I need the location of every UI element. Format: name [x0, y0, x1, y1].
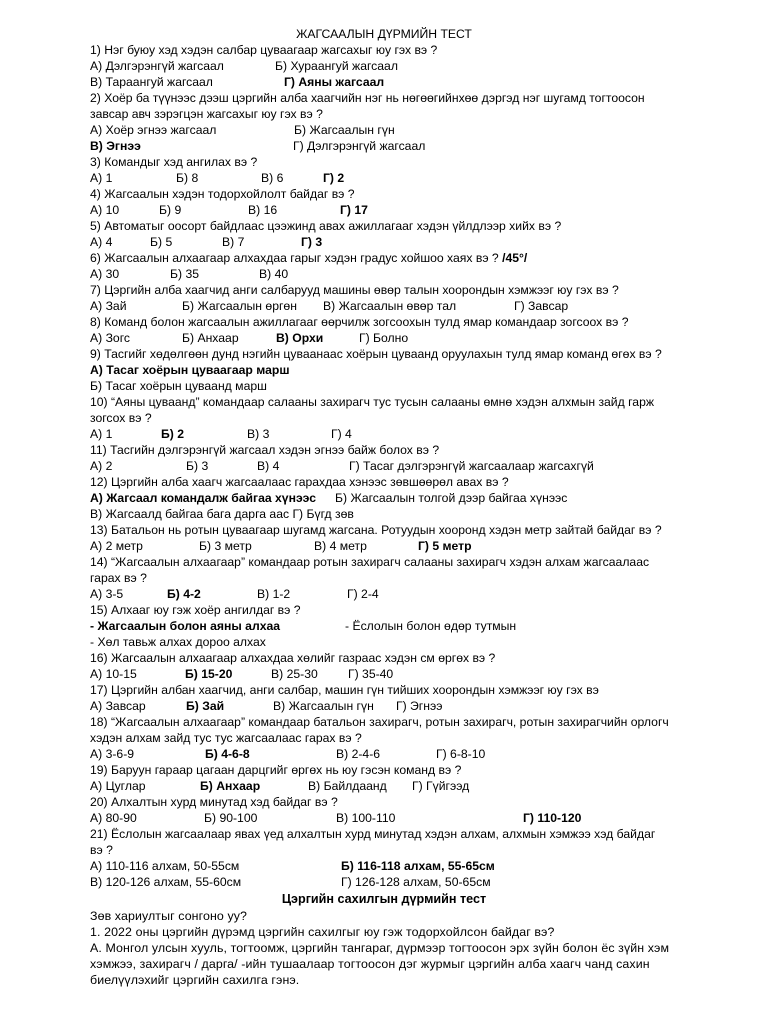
answer-option: Г) 2-4 — [347, 587, 379, 601]
answer-options-line — [90, 122, 690, 138]
answer-option: - Жагсаалын болон аяны алхаа — [90, 619, 281, 633]
answer-option: В) 3 — [247, 427, 270, 441]
answer-options-line — [90, 874, 690, 890]
answer-option: А) Хоёр эгнээ жагсаал — [90, 123, 217, 137]
answer-options-line — [90, 266, 690, 282]
answer-option: Г) 4 — [331, 427, 352, 441]
line-text: биелүүлэхийг цэргийн сахилга гэнэ. — [90, 973, 300, 987]
answer-option: В) 25-30 — [271, 667, 318, 681]
answer-option: А) Зай — [90, 299, 127, 313]
text-line — [90, 682, 599, 698]
answer-option: Б) Зай — [186, 699, 225, 713]
answer-option: Б) 3 метр — [199, 539, 252, 553]
answer-option: А) 1 — [90, 171, 113, 185]
text-line — [90, 972, 299, 988]
answer-option: Б) 8 — [176, 171, 199, 185]
text-line — [90, 42, 437, 58]
answer-option: В) Тараангуй жагсаал — [90, 75, 213, 89]
answer-options-line — [90, 202, 690, 218]
answer-options-line — [90, 58, 690, 74]
answer-option: Б) 5 — [150, 235, 173, 249]
text-line — [90, 90, 645, 106]
answer-option: Г) 126-128 алхам, 50-65см — [341, 875, 491, 889]
text-line — [90, 346, 662, 362]
answer-options-line — [90, 234, 690, 250]
line-text: Цэргийн сахилгын дүрмийн тест — [281, 892, 487, 906]
line-text: 1) Нэг буюу хэд хэдэн салбар цуваагаар жагсахыг юу гэх вэ ? — [90, 43, 438, 57]
answer-options-line — [90, 586, 690, 602]
text-line — [90, 282, 619, 298]
text-line — [90, 186, 355, 202]
line-text: Зөв хариултыг сонгоно уу? — [90, 909, 248, 923]
line-text: - Хөл тавьж алхах дороо алхах — [90, 635, 266, 649]
answer-option: А) 3-6-9 — [90, 747, 135, 761]
line-text: 17) Цэргийн албан хаагчид, анги салбар, машин гүн тийших хоорондын хэмжээг юу гэх вэ — [90, 683, 599, 697]
answer-option: А) 2 метр — [90, 539, 143, 553]
answer-option: В) 2-4-6 — [336, 747, 381, 761]
line-text: В) Жагсаалд байгаа бага дарга аас Г) Бүгд зөв — [90, 507, 354, 521]
text-line — [90, 826, 655, 842]
line-text: 11) Тасгийн дэлгэрэнгүй жагсаал хэдэн эгнээ байж болох вэ ? — [90, 443, 440, 457]
answer-option: Б) 4-2 — [167, 587, 201, 601]
answer-option: А) 30 — [90, 267, 120, 281]
answer-option: Б) 3 — [186, 459, 209, 473]
answer-option: В) 16 — [248, 203, 278, 217]
line-text: 19) Баруун гараар цагаан дарцгийг өргөх нь юу гэсэн команд вэ ? — [90, 763, 462, 777]
line-text: завсар авч зэрэгцэн жагсахыг юу гэх вэ ? — [90, 107, 323, 121]
answer-option: Б) 9 — [159, 203, 182, 217]
line-text: 13) Батальон нь ротын цуваагаар шугамд жагсана. Ротуудын хооронд хэдэн метр зайтай байдаг вэ ? — [90, 523, 662, 537]
text-line — [90, 154, 257, 170]
answer-option: Б) 4-6-8 — [205, 747, 250, 761]
answer-option: В) Жагсаалын гүн — [273, 699, 374, 713]
answer-option: Г) 5 метр — [418, 539, 472, 553]
answer-options-line — [90, 298, 690, 314]
text-line — [90, 730, 362, 746]
text-line — [90, 362, 290, 378]
answer-option: А) 80-90 — [90, 811, 137, 825]
answer-option: Г) Тасаг дэлгэрэнгүй жагсаалаар жагсахгүй — [349, 459, 594, 473]
answer-option: Б) 15-20 — [185, 667, 233, 681]
answer-option: В) 4 метр — [314, 539, 367, 553]
answer-option: Б) 90-100 — [204, 811, 258, 825]
text-line — [90, 650, 495, 666]
line-text: 12) Цэргийн алба хаагч жагсаалаас гарахдаа хэнээс зөвшөөрөл авах вэ ? — [90, 475, 509, 489]
answer-options-line — [90, 138, 690, 154]
answer-option: А) 110-116 алхам, 50-55см — [90, 859, 240, 873]
line-text: 6) Жагсаалын алхаагаар алхахдаа гарыг хэдэн градус хойшоо хаях вэ ? — [90, 251, 499, 265]
line-text: зогсох вэ ? — [90, 411, 152, 425]
text-line — [90, 762, 461, 778]
answer-option: Г) 17 — [340, 203, 368, 217]
answer-option: В) Орхи — [276, 331, 324, 345]
line-text: 18) “Жагсаалын алхаагаар” командаар батальон захирагч, ротын захирагч, ротын захирагчийн орлогч — [90, 715, 669, 729]
answer-options-line — [90, 746, 690, 762]
text-line — [90, 474, 509, 490]
answer-option: Б) Анхаар — [182, 331, 239, 345]
text-line — [90, 442, 439, 458]
answer-option: В) 120-126 алхам, 55-60см — [90, 875, 242, 889]
text-line — [90, 634, 266, 650]
line-text: 20) Алхалтын хурд минутад хэд байдаг вэ ? — [90, 795, 338, 809]
answer-option: В) 4 — [257, 459, 280, 473]
text-line — [90, 218, 561, 234]
answer-option: Б) Анхаар — [200, 779, 261, 793]
answer-option: Г) Аяны жагсаал — [284, 75, 385, 89]
text-line — [90, 250, 527, 266]
text-line — [90, 714, 669, 730]
answer-options-line — [90, 458, 690, 474]
text-line — [90, 506, 354, 522]
answer-options-line — [90, 698, 690, 714]
text-line — [90, 378, 267, 394]
line-text: ЖАГСААЛЫН ДҮРМИЙН ТЕСТ — [296, 27, 472, 41]
answer-options-line — [90, 778, 690, 794]
answer-option: Г) 35-40 — [348, 667, 394, 681]
answer-option: А) 4 — [90, 235, 113, 249]
answer-options-line — [90, 666, 690, 682]
line-text: 3) Командыг хэд ангилах вэ ? — [90, 155, 258, 169]
text-line — [90, 314, 629, 330]
line-text: 8) Команд болон жагсаалын ажиллагааг өөрчилж зогсоохын тулд ямар командаар зогсоох вэ ? — [90, 315, 629, 329]
text-line — [90, 410, 152, 426]
answer-option: А) 2 — [90, 459, 113, 473]
text-line — [90, 956, 650, 972]
line-text: 15) Алхааг юу гэж хоёр ангилдаг вэ ? — [90, 603, 301, 617]
answer-options-line — [90, 810, 690, 826]
text-line — [90, 842, 113, 858]
text-line — [90, 908, 247, 924]
answer-options-line — [90, 858, 690, 874]
text-line — [90, 394, 654, 410]
line-text: вэ ? — [90, 843, 113, 857]
answer-options-line — [90, 74, 690, 90]
answer-options-line — [90, 618, 690, 634]
answer-options-line — [90, 170, 690, 186]
answer-option: Б) 2 — [161, 427, 184, 441]
line-text: 4) Жагсаалын хэдэн тодорхойлолт байдаг вэ ? — [90, 187, 355, 201]
answer-option: В) 40 — [259, 267, 289, 281]
answer-note: /45°/ — [498, 251, 528, 265]
answer-option: Г) Гүйгээд — [412, 779, 470, 793]
answer-option: А) 10-15 — [90, 667, 137, 681]
answer-option: Б) Жагсаалын гүн — [294, 123, 395, 137]
answer-option: Г) Дэлгэрэнгүй жагсаал — [293, 139, 426, 153]
answer-options-line — [90, 426, 690, 442]
answer-option: А) Жагсаал командалж байгаа хүнээс — [90, 491, 317, 505]
text-line — [90, 522, 662, 538]
document-heading — [0, 26, 768, 42]
line-text: А. Монгол улсын хууль, тогтоомж, цэргийн тангараг, дүрмээр тогтоосон эрх зүйн болон ёс зүйн хэм — [90, 941, 670, 955]
answer-options-line — [90, 538, 690, 554]
answer-option: В) Жагсаалын өвөр тал — [323, 299, 457, 313]
answer-option: - Ёслолын болон өдөр тутмын — [345, 619, 517, 633]
line-text: 1. 2022 оны цэргийн дүрэмд цэргийн сахилгыг юу гэж тодорхойлсон байдаг вэ? — [90, 925, 555, 939]
answer-option: Г) 3 — [301, 235, 323, 249]
answer-option: Б) Хураангуй жагсаал — [275, 59, 398, 73]
line-text: А) Тасаг хоёрын цуваагаар марш — [90, 363, 290, 377]
line-text: 16) Жагсаалын алхаагаар алхахдаа хөлийг газраас хэдэн см өргөх вэ ? — [90, 651, 496, 665]
answer-option: А) 3-5 — [90, 587, 124, 601]
text-line — [90, 924, 554, 940]
answer-option: В) 100-110 — [336, 811, 396, 825]
answer-options-line — [90, 490, 690, 506]
text-line — [90, 940, 669, 956]
line-text: 10) “Аяны цуваанд” командаар салааны захирагч тус тусын салааны өмнө хэдэн алхмын зайд гарж — [90, 395, 654, 409]
answer-option: Г) 2 — [323, 171, 345, 185]
answer-option: Г) 110-120 — [523, 811, 582, 825]
answer-option: В) 1-2 — [257, 587, 291, 601]
line-text: 9) Тасгийг хөдөлгөөн дунд нэгийн цуваанаас хоёрын цуваанд оруулахын тулд ямар команд өгөх вэ ? — [90, 347, 662, 361]
answer-option: Г) Болно — [359, 331, 409, 345]
answer-option: Г) 6-8-10 — [436, 747, 486, 761]
document-heading — [0, 891, 768, 907]
answer-option: А) 1 — [90, 427, 113, 441]
line-text: 5) Автоматыг оосорт байдлаас цээжинд авах ажиллагааг хэдэн үйлдлээр хийх вэ ? — [90, 219, 562, 233]
answer-option: А) Зогс — [90, 331, 130, 345]
answer-option: Г) Завсар — [514, 299, 569, 313]
answer-option: А) Завсар — [90, 699, 146, 713]
text-line — [90, 106, 323, 122]
answer-options-line — [90, 330, 690, 346]
answer-option: Б) Жагсаалын өргөн — [182, 299, 297, 313]
answer-option: А) 10 — [90, 203, 120, 217]
line-text: Б) Тасаг хоёрын цуваанд марш — [90, 379, 267, 393]
answer-option: Б) Жагсаалын толгой дээр байгаа хүнээс — [335, 491, 568, 505]
text-line — [90, 554, 649, 570]
answer-option: В) Эгнээ — [90, 139, 141, 153]
answer-option: Б) 116-118 алхам, 55-65см — [341, 859, 495, 873]
line-text: хэмжээ, захирагч / дарга/ -ийн тушаалаар тогтоосон дэг журмыг цэргийн алба хаагч чанд сахин — [90, 957, 650, 971]
line-text: 21) Ёслолын жагсаалаар явах үед алхалтын хурд минутад хэдэн алхам, алхмын хэмжээ хэд байдаг — [90, 827, 656, 841]
answer-option: Г) Эгнээ — [396, 699, 443, 713]
answer-option: Б) 35 — [170, 267, 199, 281]
answer-option: А) Дэлгэрэнгүй жагсаал — [90, 59, 224, 73]
answer-option: А) Цуглар — [90, 779, 146, 793]
line-text: 2) Хоёр ба түүнээс дээш цэргийн алба хаагчийн нэг нь нөгөөгийнхөө дэргэд нэг шугамд тогтоосон — [90, 91, 645, 105]
answer-option: В) 6 — [261, 171, 284, 185]
line-text: 7) Цэргийн алба хаагчид анги салбарууд машины өвөр талын хоорондын хэмжээг юу гэх вэ ? — [90, 283, 619, 297]
line-text: хэдэн алхам зайд тус тус жагсаалаас гарах вэ ? — [90, 731, 362, 745]
line-text: 14) “Жагсаалын алхаагаар” командаар ротын захирагч салааны захирагч хэдэн алхам жагсаалаас — [90, 555, 650, 569]
text-line — [90, 570, 147, 586]
answer-option: В) Байлдаанд — [308, 779, 387, 793]
text-line — [90, 602, 301, 618]
line-text: гарах вэ ? — [90, 571, 147, 585]
text-line — [90, 794, 338, 810]
answer-option: В) 7 — [222, 235, 245, 249]
